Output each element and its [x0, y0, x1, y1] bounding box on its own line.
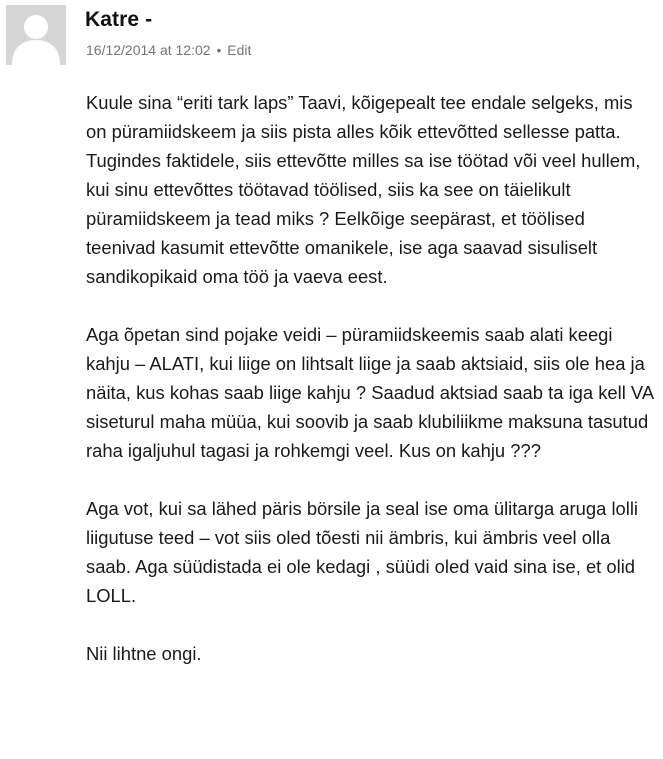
comment-date[interactable]: 16/12/2014 at 12:02	[86, 42, 211, 58]
comment-paragraph	[86, 320, 658, 465]
comment-paragraph	[86, 88, 658, 291]
avatar[interactable]	[6, 5, 66, 65]
comment-text-line: Kuule sina “eriti tark laps” Taavi, kõigepealt tee endale selgeks, mis on püramiidskeem ja siis pista alles kõik ettevõtted sellesse patta.	[86, 92, 633, 142]
comment-paragraph	[86, 494, 658, 610]
comment-text-line: Aga vot, kui sa lähed päris börsile ja seal ise oma ülitarga aruga lolli liigutuse teed – vot siis oled tõesti nii ämbris, kui ämbris veel olla saab. Aga süüdistada ei ole kedagi , süüdi oled vaid sina ise, et olid LOLL.	[86, 498, 639, 606]
meta-separator: •	[216, 42, 222, 58]
comment-paragraph	[86, 639, 658, 668]
default-avatar-icon	[6, 5, 66, 65]
comment-text-line: Aga õpetan sind pojake veidi – püramiidskeemis saab alati keegi kahju – ALATI, kui liige on lihtsalt liige ja saab aktsiaid, siis ole hea ja näita, kus kohas saab liige kahju ? Saadud aktsiad saab ta iga kell VA siseturul maha müüa, kui soovib ja saab klubiliikme maksuna tasutud raha igaljuhul tagasi ja rohkemgi veel. Kus on kahju ???	[86, 324, 654, 461]
comment-text-line: Nii lihtne ongi.	[86, 643, 202, 664]
comment-text-line: Tugindes faktidele, siis ettevõtte milles sa ise töötad või veel hullem, kui sinu ettevõttes töötavad töölised, siis ka see on täielikult püramiidskeem ja tead miks ? Eelkõige seepärast, et töölised teenivad kasumit ettevõtte omanikele, ise aga saavad sisuliselt sandikopikaid oma töö ja vaeva eest.	[86, 150, 641, 287]
comment-content	[86, 88, 658, 668]
comment-author[interactable]: Katre -	[85, 8, 153, 31]
edit-link[interactable]: Edit	[227, 42, 252, 58]
comment-meta	[86, 42, 251, 58]
